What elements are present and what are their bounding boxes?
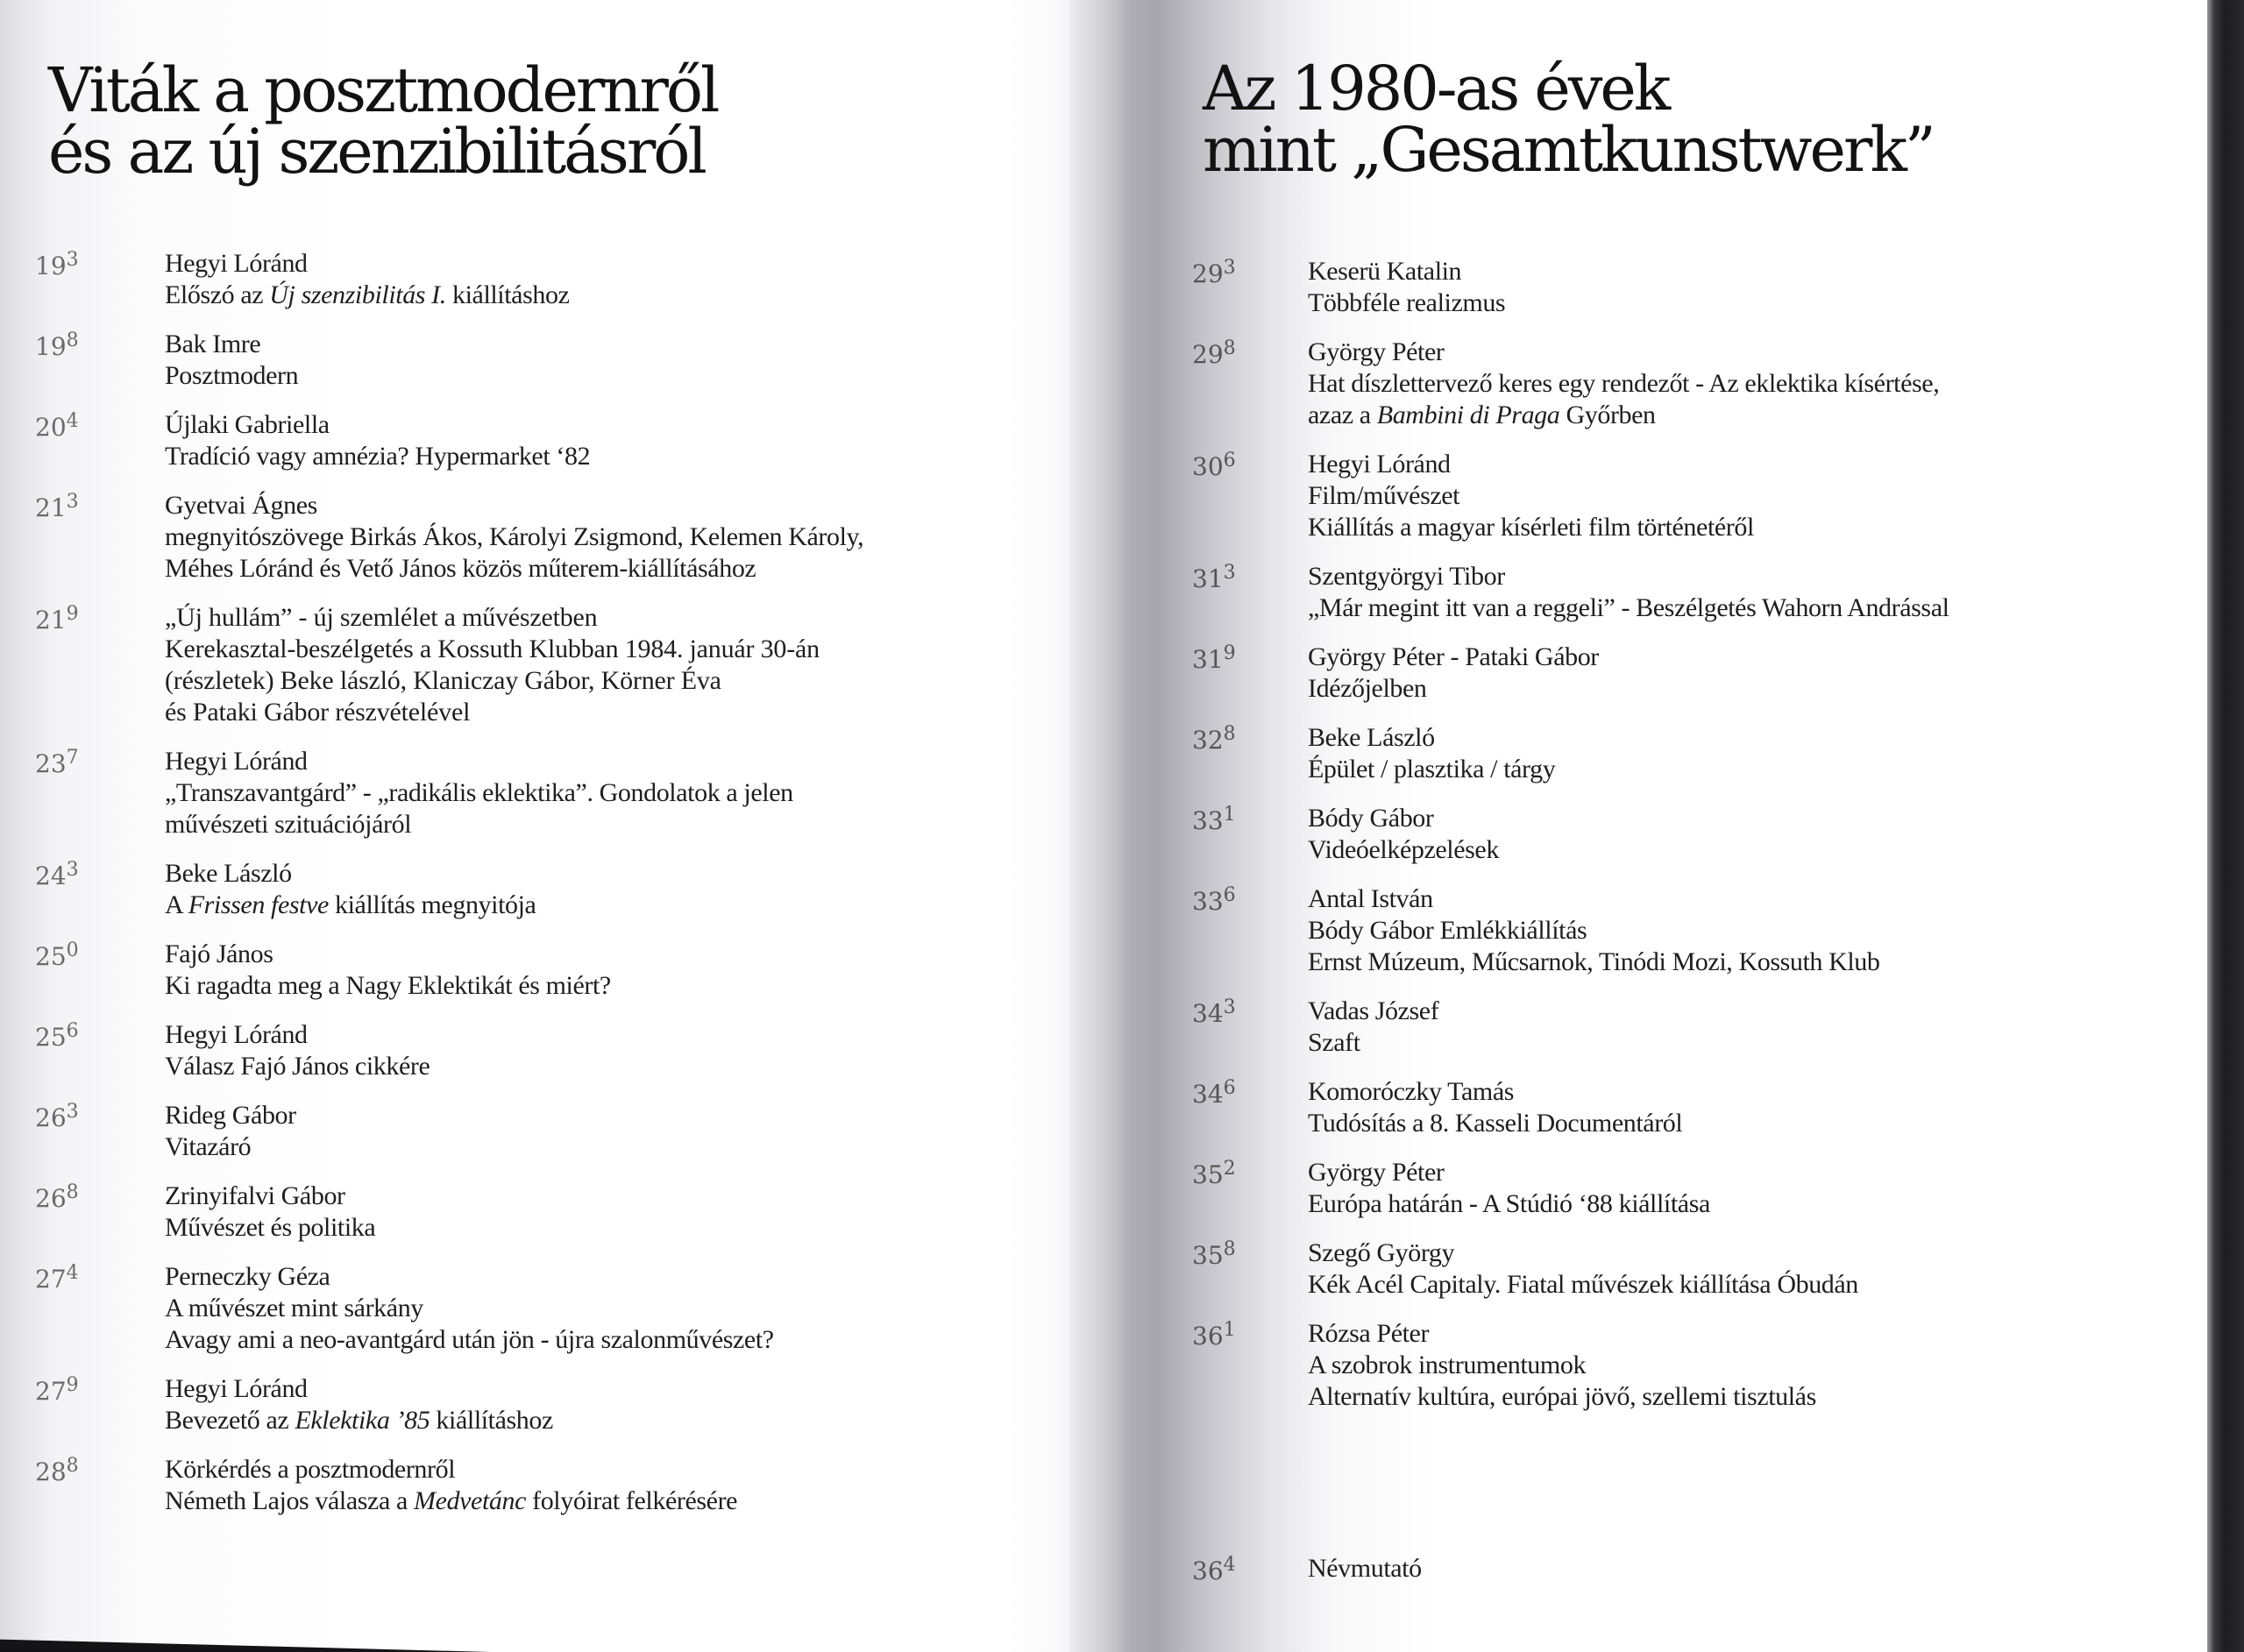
entry-subtitle bbox=[1308, 287, 2200, 319]
toc-entry[interactable] bbox=[1192, 1076, 2200, 1139]
page-number bbox=[1192, 642, 1236, 674]
text-run: Kerekasztal-beszélgetés a Kossuth Klubban 1984. január 30-án bbox=[165, 635, 820, 663]
toc-entry[interactable] bbox=[1192, 1237, 2200, 1301]
page-number-superscript: 3 bbox=[1223, 257, 1236, 279]
entry-subtitle bbox=[1308, 1188, 2200, 1220]
entry-subtitle bbox=[165, 1485, 1043, 1517]
entry-subtitle bbox=[1308, 368, 2200, 400]
entry-subtitle bbox=[165, 665, 1043, 697]
entry-text bbox=[165, 248, 1043, 311]
text-run: kiállításhoz bbox=[445, 280, 570, 309]
page-number-superscript: 4 bbox=[66, 1262, 79, 1284]
title-line: és az új szenzibilitásról bbox=[48, 116, 705, 188]
page-number-superscript: 0 bbox=[66, 939, 79, 961]
text-run: folyóirat felkérésére bbox=[526, 1486, 738, 1515]
text-run: Bódy Gábor Emlékkiállítás bbox=[1308, 916, 1587, 945]
text-run: Hegyi Lóránd bbox=[165, 747, 308, 776]
entry-author-or-title bbox=[165, 1181, 1043, 1212]
entry-subtitle bbox=[165, 1212, 1043, 1244]
entry-subtitle bbox=[165, 441, 1043, 472]
text-run: Hegyi Lóránd bbox=[165, 1374, 308, 1403]
text-run: Méhes Lóránd és Vető János közös műterem-kiállításához bbox=[165, 554, 756, 583]
text-run: Vitazáró bbox=[165, 1132, 252, 1161]
text-run: Avagy ami a neo-avantgárd után jön - újra szalonművészet? bbox=[165, 1325, 774, 1354]
entry-text bbox=[1308, 722, 2200, 785]
text-run: Posztmodern bbox=[165, 361, 299, 390]
text-run: Kék Acél Capitaly. Fiatal művészek kiállítása Óbudán bbox=[1308, 1270, 1858, 1299]
toc-entry[interactable] bbox=[35, 409, 1043, 472]
page-number bbox=[35, 332, 79, 361]
toc-entry[interactable] bbox=[35, 329, 1043, 392]
page-number-main: 35 bbox=[1192, 1241, 1224, 1270]
left-table-of-contents bbox=[35, 248, 1043, 1535]
page-number bbox=[35, 1374, 79, 1406]
page-number bbox=[35, 861, 79, 890]
page-number-main: 25 bbox=[35, 1023, 67, 1052]
toc-entry[interactable] bbox=[35, 1373, 1043, 1436]
text-run: Előszó az bbox=[165, 280, 270, 309]
entry-text bbox=[165, 490, 1043, 585]
entry-author-or-title bbox=[165, 248, 1043, 280]
page-number-superscript: 1 bbox=[1223, 804, 1236, 826]
page-number bbox=[1192, 1160, 1236, 1189]
text-run: Beke László bbox=[1308, 723, 1435, 752]
entry-subtitle bbox=[165, 809, 1043, 840]
toc-entry[interactable] bbox=[35, 490, 1043, 585]
entry-author-or-title bbox=[1308, 256, 2200, 287]
page-number bbox=[1192, 1319, 1236, 1351]
italic-title: Eklektika ’85 bbox=[295, 1406, 430, 1435]
text-run: Zrinyifalvi Gábor bbox=[165, 1181, 345, 1210]
toc-entry[interactable] bbox=[35, 1261, 1043, 1356]
entry-text bbox=[1308, 449, 2200, 543]
text-run: A bbox=[165, 890, 188, 919]
entry-subtitle bbox=[165, 360, 1043, 392]
text-run: Keserü Katalin bbox=[1308, 257, 1462, 286]
text-run: „Új hullám” - új szemlélet a művészetben bbox=[165, 603, 598, 632]
page-number bbox=[1192, 806, 1236, 835]
page-number bbox=[1192, 723, 1236, 755]
entry-text bbox=[165, 602, 1043, 728]
entry-text bbox=[1308, 561, 2200, 624]
text-run: György Péter - Pataki Gábor bbox=[1308, 642, 1599, 671]
page-number bbox=[1192, 337, 1236, 369]
entry-text bbox=[1308, 1318, 2200, 1413]
entry-subtitle bbox=[1308, 1108, 2200, 1139]
toc-entry[interactable] bbox=[1192, 1318, 2200, 1413]
text-run: Bak Imre bbox=[165, 330, 261, 358]
entry-author-or-title bbox=[165, 602, 1043, 634]
entry-subtitle bbox=[1308, 1027, 2200, 1059]
entry-author-or-title bbox=[165, 1454, 1043, 1485]
page-number-superscript: 7 bbox=[66, 747, 79, 769]
page-number-main: 29 bbox=[1192, 340, 1224, 369]
entry-text bbox=[1308, 996, 2200, 1059]
text-run: Európa határán - A Stúdió ‘88 kiállítása bbox=[1308, 1189, 1710, 1218]
page-number bbox=[35, 749, 79, 778]
toc-entry[interactable] bbox=[1192, 561, 2200, 624]
entry-subtitle bbox=[165, 634, 1043, 665]
entry-text bbox=[165, 1019, 1043, 1082]
text-run: Perneczky Géza bbox=[165, 1262, 330, 1291]
entry-text bbox=[165, 1181, 1043, 1244]
text-run: Győrben bbox=[1559, 401, 1656, 429]
text-run: Tudósítás a 8. Kasseli Documentáról bbox=[1308, 1109, 1683, 1138]
text-run: Rideg Gábor bbox=[165, 1101, 296, 1130]
entry-subtitle bbox=[1308, 1269, 2200, 1301]
toc-entry[interactable] bbox=[35, 858, 1043, 921]
page-number-main: 36 bbox=[1192, 1322, 1224, 1351]
text-run: Videóelképzelések bbox=[1308, 835, 1499, 864]
entry-subtitle bbox=[1308, 947, 2200, 978]
page-number-superscript: 6 bbox=[66, 1020, 79, 1042]
text-run: Hegyi Lóránd bbox=[1308, 450, 1451, 479]
text-run: kiállításhoz bbox=[430, 1406, 553, 1435]
entry-author-or-title bbox=[165, 858, 1043, 890]
page-number bbox=[1192, 996, 1236, 1028]
right-page bbox=[1069, 0, 2209, 1652]
page-number-superscript: 1 bbox=[1223, 1319, 1236, 1341]
entry-author-or-title bbox=[1308, 1076, 2200, 1108]
entry-author-or-title bbox=[1308, 722, 2200, 754]
entry-author-or-title bbox=[165, 1019, 1043, 1051]
page-number-main: 30 bbox=[1192, 452, 1224, 481]
page-number-superscript: 8 bbox=[66, 1181, 79, 1203]
entry-author-or-title bbox=[1308, 449, 2200, 480]
text-run: (részletek) Beke lászló, Klaniczay Gábor, Körner Éva bbox=[165, 666, 721, 695]
text-run: Németh Lajos válasza a bbox=[165, 1486, 415, 1515]
page-number-main: 31 bbox=[1192, 645, 1224, 674]
entry-author-or-title bbox=[165, 1373, 1043, 1405]
page-number-main: 26 bbox=[35, 1184, 67, 1213]
text-run: Ernst Múzeum, Műcsarnok, Tinódi Mozi, Kossuth Klub bbox=[1308, 947, 1880, 976]
text-run: Hegyi Lóránd bbox=[165, 249, 308, 278]
text-run: azaz a bbox=[1308, 401, 1377, 429]
text-run: Rózsa Péter bbox=[1308, 1319, 1430, 1348]
toc-entry[interactable] bbox=[1192, 256, 2200, 319]
toc-entry[interactable] bbox=[1192, 449, 2200, 543]
entry-subtitle bbox=[1308, 480, 2200, 512]
right-table-of-contents bbox=[1192, 256, 2200, 1585]
page-number bbox=[35, 1103, 79, 1132]
text-run: Szaft bbox=[1308, 1028, 1360, 1057]
entry-author-or-title bbox=[1308, 337, 2200, 368]
text-run: Újlaki Gabriella bbox=[165, 410, 330, 439]
text-run: „Már megint itt van a reggeli” - Beszélgetés Wahorn Andrással bbox=[1308, 593, 1949, 622]
left-section-title bbox=[48, 54, 718, 188]
page-number bbox=[1192, 884, 1236, 916]
entry-author-or-title bbox=[1308, 883, 2200, 915]
entry-subtitle bbox=[1308, 673, 2200, 705]
text-run: Antal István bbox=[1308, 884, 1433, 913]
page-number-main: 27 bbox=[35, 1377, 67, 1406]
toc-entry[interactable] bbox=[35, 746, 1043, 840]
toc-entry[interactable] bbox=[35, 1100, 1043, 1163]
page-number bbox=[35, 1262, 79, 1294]
toc-entry-index[interactable] bbox=[1192, 1553, 2200, 1585]
entry-author-or-title bbox=[1308, 1553, 2200, 1585]
text-run: megnyitószövege Birkás Ákos, Károlyi Zsigmond, Kelemen Károly, bbox=[165, 522, 864, 551]
text-run: Idézőjelben bbox=[1308, 674, 1427, 703]
text-run: Kiállítás a magyar kísérleti film történetéről bbox=[1308, 513, 1754, 542]
text-run: „Transzavantgárd” - „radikális eklektika”. Gondolatok a jelen bbox=[165, 778, 793, 807]
entry-subtitle bbox=[165, 1405, 1043, 1436]
entry-text bbox=[165, 746, 1043, 840]
text-run: Ki ragadta meg a Nagy Eklektikát és miért? bbox=[165, 971, 611, 1000]
page-number-main: 24 bbox=[35, 861, 67, 890]
text-run: A szobrok instrumentumok bbox=[1308, 1351, 1587, 1379]
page-number-superscript: 8 bbox=[66, 1455, 79, 1477]
entry-subtitle bbox=[1308, 754, 2200, 785]
entry-subtitle bbox=[1308, 400, 2200, 431]
page-number bbox=[1192, 1077, 1236, 1109]
toc-entry[interactable] bbox=[1192, 803, 2200, 866]
entry-text bbox=[1308, 883, 2200, 978]
left-page bbox=[0, 0, 1096, 1652]
entry-text bbox=[1308, 803, 2200, 866]
text-run: Épület / plasztika / tárgy bbox=[1308, 755, 1556, 783]
toc-entry[interactable] bbox=[1192, 337, 2200, 431]
page-number-superscript: 4 bbox=[66, 410, 79, 432]
entry-subtitle bbox=[165, 777, 1043, 809]
page-number-superscript: 3 bbox=[66, 1101, 79, 1123]
page-number-main: 31 bbox=[1192, 564, 1224, 593]
page-number-main: 34 bbox=[1192, 1080, 1224, 1109]
page-number bbox=[1192, 564, 1236, 593]
book-cover-edge bbox=[0, 1636, 491, 1652]
page-number bbox=[35, 1457, 79, 1486]
entry-author-or-title bbox=[165, 409, 1043, 441]
page-number-main: 19 bbox=[35, 252, 67, 280]
entry-text bbox=[165, 1261, 1043, 1356]
entry-subtitle bbox=[1308, 512, 2200, 543]
entry-text bbox=[165, 858, 1043, 921]
page-number-superscript: 6 bbox=[1223, 1077, 1236, 1099]
entry-subtitle bbox=[165, 1131, 1043, 1163]
entry-text bbox=[165, 1454, 1043, 1517]
page-number-main: 29 bbox=[1192, 259, 1224, 288]
toc-entry[interactable] bbox=[35, 1454, 1043, 1517]
toc-entry[interactable] bbox=[35, 602, 1043, 728]
entry-text bbox=[165, 409, 1043, 472]
entry-text bbox=[1308, 1157, 2200, 1220]
page-number-superscript: 9 bbox=[66, 1374, 79, 1396]
entry-subtitle bbox=[1308, 592, 2200, 624]
entry-subtitle bbox=[165, 1051, 1043, 1082]
text-run: Alternatív kultúra, európai jövő, szellemi tisztulás bbox=[1308, 1382, 1816, 1411]
entry-text bbox=[1308, 256, 2200, 319]
page-number-main: 32 bbox=[1192, 726, 1224, 755]
entry-author-or-title bbox=[1308, 1237, 2200, 1269]
right-section-title bbox=[1203, 53, 1934, 186]
page-number-superscript: 6 bbox=[1223, 450, 1236, 471]
page-number-superscript: 3 bbox=[66, 859, 79, 881]
entry-subtitle bbox=[165, 1324, 1043, 1356]
text-run: kiállítás megnyitója bbox=[328, 890, 536, 919]
entry-author-or-title bbox=[1308, 996, 2200, 1027]
page-number-superscript: 6 bbox=[1223, 884, 1236, 906]
text-run: Bevezető az bbox=[165, 1406, 295, 1435]
entry-author-or-title bbox=[1308, 642, 2200, 673]
italic-title: Bambini di Praga bbox=[1376, 401, 1560, 429]
entry-author-or-title bbox=[1308, 561, 2200, 592]
page-number-superscript: 8 bbox=[1223, 723, 1236, 745]
page-number bbox=[35, 493, 79, 522]
page-number bbox=[35, 1181, 79, 1213]
text-run: A művészet mint sárkány bbox=[165, 1294, 423, 1322]
page-number bbox=[1192, 452, 1236, 481]
toc-entry[interactable] bbox=[35, 1019, 1043, 1082]
entry-text bbox=[165, 1373, 1043, 1436]
book-cover-edge bbox=[2207, 0, 2244, 1652]
toc-entry[interactable] bbox=[35, 1181, 1043, 1244]
text-run: Névmutató bbox=[1308, 1554, 1422, 1583]
page-number-superscript: 3 bbox=[66, 491, 79, 513]
text-run: Művészet és politika bbox=[165, 1213, 376, 1242]
entry-author-or-title bbox=[1308, 803, 2200, 834]
entry-subtitle bbox=[1308, 834, 2200, 866]
text-run: Szentgyörgyi Tibor bbox=[1308, 562, 1505, 591]
page-number-main: 33 bbox=[1192, 806, 1224, 835]
entry-text bbox=[1308, 642, 2200, 705]
page-number-superscript: 8 bbox=[1223, 337, 1236, 359]
entry-author-or-title bbox=[165, 1100, 1043, 1131]
page-number-superscript: 3 bbox=[1223, 996, 1236, 1018]
page-number bbox=[1192, 1556, 1236, 1585]
page-number bbox=[35, 603, 79, 635]
text-run: Tradíció vagy amnézia? Hypermarket ‘82 bbox=[165, 442, 591, 471]
entry-author-or-title bbox=[1308, 1157, 2200, 1188]
entry-author-or-title bbox=[165, 939, 1043, 970]
entry-author-or-title bbox=[1308, 1318, 2200, 1350]
page-number bbox=[35, 249, 79, 280]
entry-text bbox=[1308, 337, 2200, 431]
toc-entry[interactable] bbox=[1192, 996, 2200, 1059]
entry-subtitle bbox=[1308, 915, 2200, 947]
page-number bbox=[35, 1020, 79, 1052]
page-number-main: 23 bbox=[35, 749, 67, 778]
text-run: Bódy Gábor bbox=[1308, 804, 1434, 833]
entry-subtitle bbox=[1308, 1350, 2200, 1381]
page-number-main: 20 bbox=[35, 413, 67, 442]
page-number bbox=[35, 410, 79, 442]
page-number-superscript: 3 bbox=[66, 249, 79, 271]
text-run: Komoróczky Tamás bbox=[1308, 1077, 1515, 1106]
text-run: és Pataki Gábor részvételével bbox=[165, 698, 471, 727]
entry-subtitle bbox=[165, 553, 1043, 585]
page-number-main: 25 bbox=[35, 942, 67, 971]
italic-title: Új szenzibilitás I. bbox=[269, 280, 446, 309]
entry-text bbox=[165, 329, 1043, 392]
page-number-main: 34 bbox=[1192, 999, 1224, 1028]
page-number-main: 21 bbox=[35, 606, 67, 635]
entry-author-or-title bbox=[165, 329, 1043, 360]
page-number-superscript: 9 bbox=[66, 603, 79, 625]
entry-text bbox=[1308, 1237, 2200, 1301]
page-number-main: 26 bbox=[35, 1103, 67, 1132]
text-run: Többféle realizmus bbox=[1308, 288, 1506, 317]
text-run: Válasz Fajó János cikkére bbox=[165, 1052, 430, 1081]
page-number-superscript: 8 bbox=[66, 330, 79, 351]
page-number bbox=[1192, 259, 1236, 288]
entry-text bbox=[1308, 1553, 2200, 1585]
page-number bbox=[35, 939, 79, 971]
page-number-main: 35 bbox=[1192, 1160, 1224, 1189]
entry-subtitle bbox=[165, 280, 1043, 311]
toc-entry[interactable] bbox=[35, 939, 1043, 1002]
text-run: Hat díszlettervező keres egy rendezőt - Az eklektika kísértése, bbox=[1308, 369, 1940, 398]
text-run: György Péter bbox=[1308, 1158, 1445, 1187]
entry-subtitle bbox=[165, 1293, 1043, 1324]
toc-entry[interactable] bbox=[1192, 722, 2200, 785]
text-run: Körkérdés a posztmodernről bbox=[165, 1455, 456, 1484]
page-number-superscript: 8 bbox=[1223, 1238, 1236, 1260]
toc-entry[interactable] bbox=[1192, 642, 2200, 705]
text-run: Beke László bbox=[165, 859, 292, 888]
page-number-main: 21 bbox=[35, 493, 67, 522]
toc-entry[interactable] bbox=[35, 248, 1043, 311]
italic-title: Frissen festve bbox=[188, 890, 329, 919]
entry-subtitle bbox=[165, 697, 1043, 728]
page-number-superscript: 3 bbox=[1223, 562, 1236, 584]
page-number-superscript: 9 bbox=[1223, 642, 1236, 664]
page-number-superscript: 2 bbox=[1223, 1158, 1236, 1180]
text-run: Szegő György bbox=[1308, 1238, 1455, 1267]
page-number-main: 36 bbox=[1192, 1556, 1224, 1585]
text-run: Vadas József bbox=[1308, 996, 1439, 1025]
entry-subtitle bbox=[1308, 1381, 2200, 1413]
text-run: Film/művészet bbox=[1308, 481, 1460, 510]
page-number-main: 19 bbox=[35, 332, 67, 361]
toc-entry[interactable] bbox=[1192, 883, 2200, 978]
italic-title: Medvetánc bbox=[414, 1486, 527, 1515]
entry-author-or-title bbox=[165, 490, 1043, 521]
page-number-superscript: 4 bbox=[1223, 1554, 1236, 1576]
text-run: György Péter bbox=[1308, 337, 1445, 366]
text-run: Hegyi Lóránd bbox=[165, 1020, 308, 1049]
text-run: művészeti szituációjáról bbox=[165, 810, 412, 839]
title-line: mint „Gesamtkunstwerk” bbox=[1203, 114, 1934, 186]
entry-text bbox=[1308, 1076, 2200, 1139]
entry-text bbox=[165, 1100, 1043, 1163]
text-run: Gyetvai Ágnes bbox=[165, 491, 317, 520]
toc-entry[interactable] bbox=[1192, 1157, 2200, 1220]
title-line: Az 1980-as évek bbox=[1203, 53, 1669, 124]
page-number-main: 28 bbox=[35, 1457, 67, 1486]
entry-text bbox=[165, 939, 1043, 1002]
entry-subtitle bbox=[165, 970, 1043, 1002]
page-number-main: 33 bbox=[1192, 887, 1224, 916]
entry-subtitle bbox=[165, 521, 1043, 553]
page-number-main: 27 bbox=[35, 1265, 67, 1294]
page-number bbox=[1192, 1238, 1236, 1270]
text-run: Fajó János bbox=[165, 939, 273, 968]
entry-author-or-title bbox=[165, 746, 1043, 777]
entry-author-or-title bbox=[165, 1261, 1043, 1293]
entry-subtitle bbox=[165, 890, 1043, 921]
title-line: Viták a posztmodernről bbox=[48, 54, 718, 126]
